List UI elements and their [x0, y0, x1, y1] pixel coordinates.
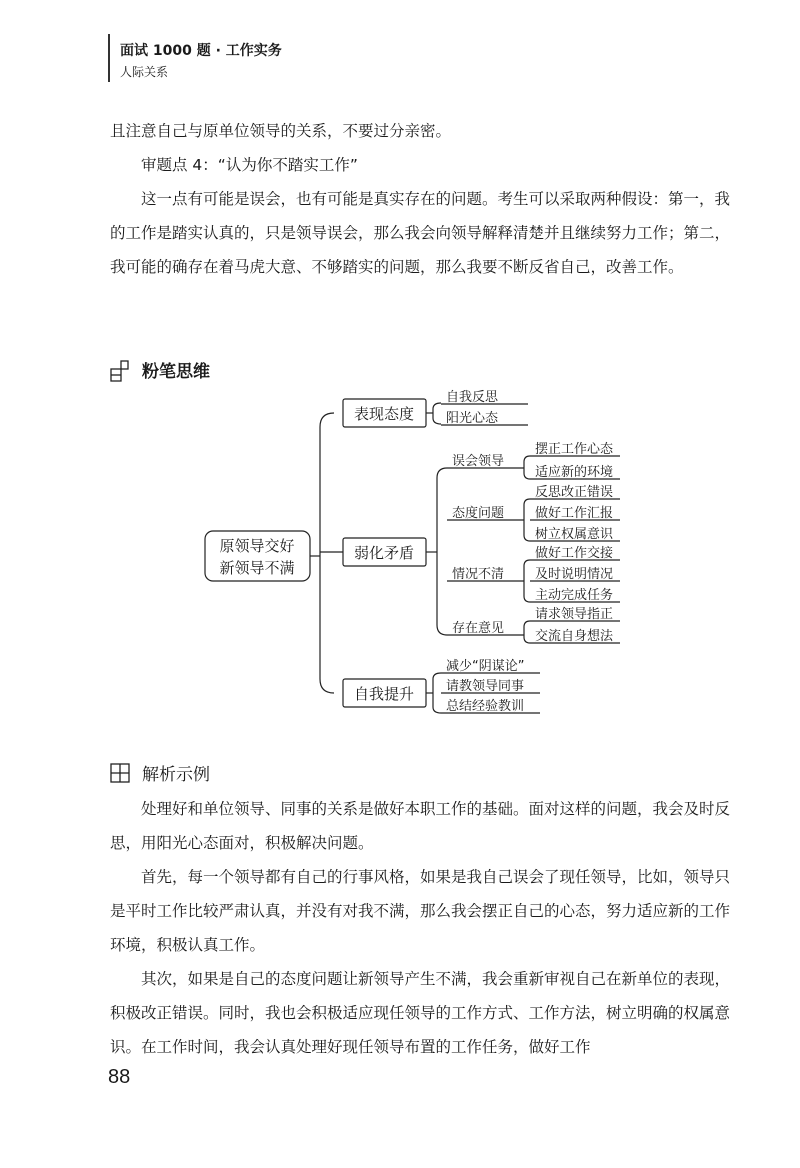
paragraph-continued: 且注意自己与原单位领导的关系，不要过分亲密。: [110, 122, 452, 140]
leaf: 反思改正错误: [535, 485, 614, 500]
sub-unclear: 情况不清: [452, 567, 505, 582]
analysis-heading-text: 解析示例: [142, 765, 210, 785]
leaf: 阳光心态: [446, 411, 499, 426]
leaf: 总结经验教训: [446, 699, 525, 714]
sub-misunderstand: 误会领导: [452, 454, 505, 469]
leaf: 摆正工作心态: [535, 442, 614, 457]
page-number: 88: [108, 1066, 131, 1088]
book-title: 面试 1000 题 · 工作实务: [120, 43, 282, 59]
review-point-4: 审题点 4：“认为你不踏实工作”: [141, 156, 358, 174]
analysis-paragraph-1: 处理好和单位领导、同事的关系是做好本职工作的基础。面对这样的问题，我会及时反思，用阳光心态面对，积极解决问题。: [110, 800, 731, 852]
sub-attitude: 态度问题: [452, 506, 505, 521]
sub-opinion: 存在意见: [452, 621, 505, 636]
branch-soften: 弱化矛盾: [353, 544, 415, 562]
mindmap-heading-text: 粉笔思维: [142, 362, 210, 382]
leaf: 减少“阴谋论”: [446, 659, 525, 674]
leaf: 交流自身想法: [535, 629, 614, 644]
paragraph-assumptions: 这一点有可能是误会，也有可能是真实存在的问题。考生可以采取两种假设：第一，我的工作是踏实认真的，只是领导误会，那么我会向领导解释清楚并且继续努力工作；第二，我可能的确存在着马虎大意、不够踏实的问题，那么我要不断反省自己，改善工作。: [110, 190, 731, 276]
branch-improve: 自我提升: [353, 685, 415, 703]
leaf: 及时说明情况: [535, 567, 614, 582]
root-line-2: 新领导不满: [219, 559, 295, 577]
leaf: 自我反思: [446, 390, 499, 405]
leaf: 主动完成任务: [535, 588, 614, 603]
leaf: 请教领导同事: [446, 679, 525, 694]
leaf: 请求领导指正: [535, 607, 614, 622]
chapter-subtitle: 人际关系: [120, 65, 169, 79]
analysis-heading: [110, 760, 210, 785]
grid-icon: [110, 763, 130, 783]
analysis-paragraph-2: 首先，每一个领导都有自己的行事风格，如果是我自己误会了现任领导，比如，领导只是平时工作比较严肃认真，并没有对我不满，那么我会摆正自己的心态，努力适应新的工作环境，积极认真工作。: [110, 868, 731, 954]
leaf: 适应新的环境: [535, 465, 614, 480]
root-line-1: 原领导交好: [219, 537, 295, 555]
analysis-paragraph-3: 其次，如果是自己的态度问题让新领导产生不满，我会重新审视自己在新单位的表现，积极改正错误。同时，我也会积极适应现任领导的工作方式、工作方法，树立明确的权属意识。在工作时间，我会认真处理好现任领导布置的工作任务，做好工作: [110, 970, 731, 1056]
leaf: 做好工作汇报: [535, 506, 614, 521]
leaf: 做好工作交接: [535, 546, 614, 561]
branch-attitude: 表现态度: [353, 405, 415, 423]
leaf: 树立权属意识: [535, 527, 614, 542]
